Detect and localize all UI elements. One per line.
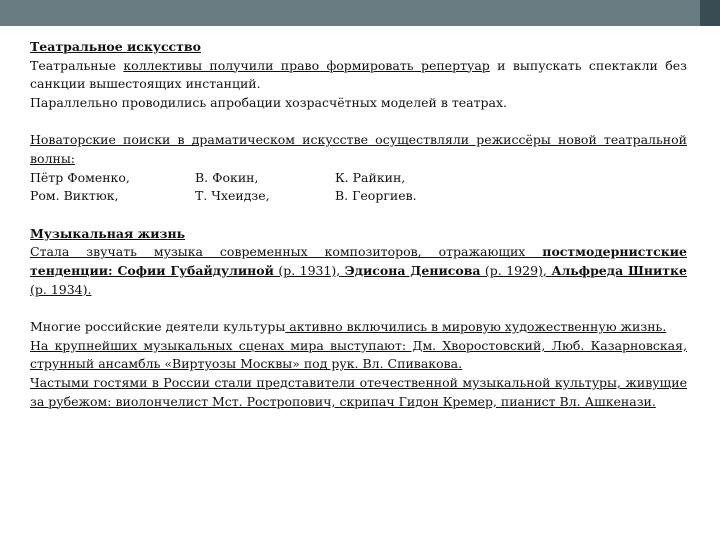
music-p1-year-1: (р. 1931), [273,262,345,278]
top-accent-line [0,0,720,26]
theatre-paragraph-2: Параллельно проводились апробации хозрасчётных моделей в театрах. [30,94,508,110]
theatre-paragraph-3: Новаторские поиски в драматическом искусстве осуществляли режиссёры новой театральной волны: [30,132,687,166]
music-paragraph-1 [30,243,687,299]
director-name: В. Фокин, [195,169,259,185]
directors-row-2 [30,187,687,206]
music-paragraph-2 [30,318,687,337]
theatre-p1-underlined: коллективы получили право формировать репертуар [123,57,490,73]
theatre-p1-start: Театральные [30,57,124,73]
director-name: Пётр Фоменко, [30,169,130,185]
director-name: Ром. Виктюк, [30,188,119,204]
music-p1-year-3: (р. 1934). [30,281,92,297]
director-name: Т. Чхеидзе, [195,188,270,204]
directors-row-1 [30,169,687,188]
theatre-p1-end: и выпускать спектакли без санкции вышестоящих инстанций. [30,57,687,92]
music-paragraph-3: На крупнейших музыкальных сценах мира выступают: Дм. Хворостовский, Люб. Казарновская, струнный ансамбль «Виртуозы Москвы» под рук. Вл. Спивакова. [30,337,687,372]
music-p1-year-2: (р. 1929), [480,262,552,278]
music-p2-underlined: активно включились в мировую художественную жизнь. [285,319,667,335]
theatre-heading: Театральное искусство [30,39,201,54]
music-p2-start: Многие российские деятели культуры [30,319,286,335]
music-p1-bold: постмодернистские тенденции: Софии Губайдулиной [30,244,687,278]
music-p1-bold-3: Альфреда Шнитке [551,262,687,278]
music-heading: Музыкальная жизнь [30,225,186,241]
music-p1-bold-2: Эдисона Денисова [344,262,481,278]
director-name: К. Райкин, [335,169,406,185]
theatre-paragraph-1 [30,57,687,94]
music-paragraph-4: Частыми гостями в России стали представители отечественной музыкальной культуры, живущие за рубежом: виолончелист Мст. Ростропович, скрипач Гидон Кремер, пианист Вл. Ашкенази. [30,374,687,409]
slide-content [30,38,687,411]
music-p1-start: Стала звучать музыка современных композиторов, отражающих [30,244,543,260]
director-name: В. Георгиев. [335,188,417,204]
